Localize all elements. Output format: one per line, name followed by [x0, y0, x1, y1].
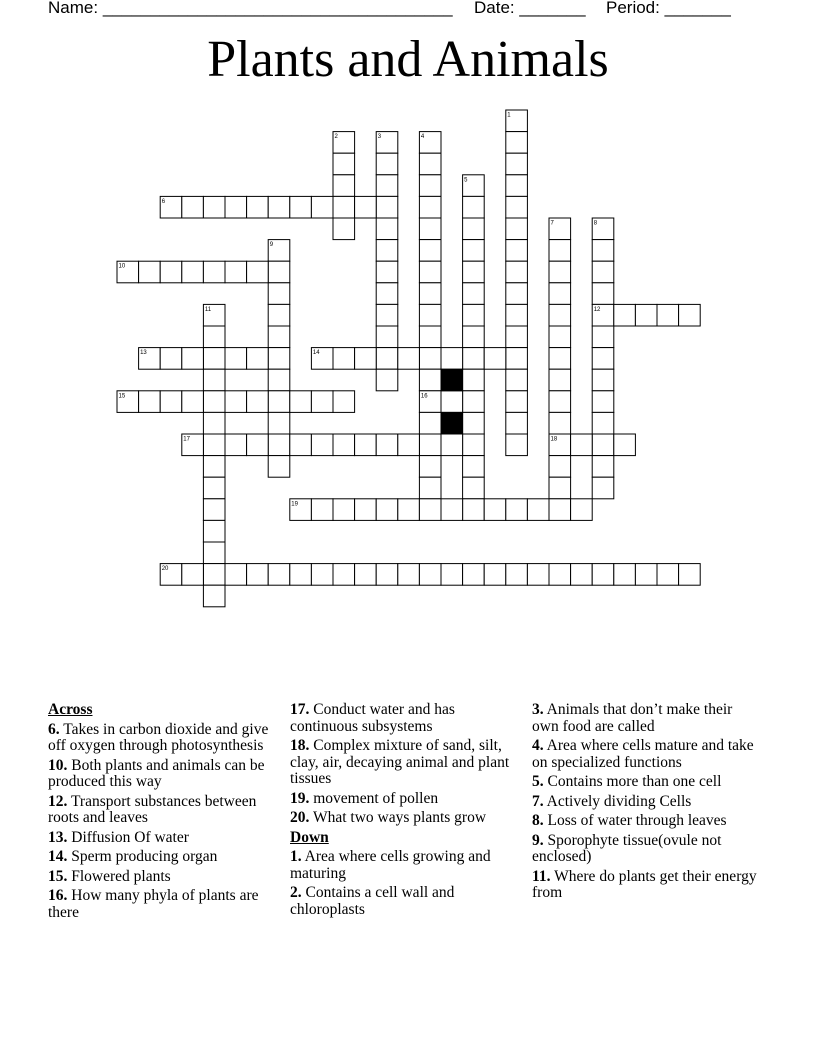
grid-cell[interactable] [419, 477, 441, 499]
grid-cell[interactable] [268, 304, 290, 326]
grid-cell[interactable] [333, 499, 355, 521]
clue-number: 20 [161, 566, 169, 573]
grid-cell[interactable] [463, 391, 485, 413]
grid-cell[interactable] [139, 391, 161, 413]
grid-cell[interactable] [290, 564, 312, 586]
clues-column-1 [48, 702, 274, 924]
grid-cell[interactable] [592, 326, 614, 348]
grid-cell[interactable] [463, 348, 485, 370]
grid-cell[interactable] [506, 196, 528, 218]
clue-number: 17 [183, 436, 190, 443]
across-heading: Across [48, 701, 93, 718]
clue-across-20: 20. What two ways plants grow [290, 809, 487, 826]
grid-cell[interactable] [592, 391, 614, 413]
grid-cell[interactable] [398, 564, 420, 586]
grid-cell[interactable] [182, 391, 204, 413]
grid-cell[interactable] [419, 369, 441, 391]
grid-cell[interactable] [506, 283, 528, 305]
grid-cell[interactable] [592, 564, 614, 586]
grid-cell[interactable] [571, 564, 593, 586]
grid-cell[interactable] [441, 348, 463, 370]
grid-cell[interactable] [484, 564, 506, 586]
grid-cell[interactable] [614, 304, 636, 326]
grid-cell[interactable] [268, 348, 290, 370]
grid-cell[interactable] [506, 434, 528, 456]
grid-cell[interactable] [506, 153, 528, 175]
grid-cell[interactable] [247, 434, 269, 456]
grid-cell[interactable] [549, 391, 571, 413]
grid-cell[interactable] [463, 499, 485, 521]
grid-cell[interactable] [398, 499, 420, 521]
grid-cell[interactable] [376, 304, 398, 326]
clue-down-5: 5. Contains more than one cell [532, 773, 722, 790]
grid-cell[interactable] [333, 564, 355, 586]
grid-cell[interactable] [311, 434, 333, 456]
grid-cell[interactable] [311, 196, 333, 218]
grid-cell[interactable] [376, 326, 398, 348]
grid-cell[interactable] [571, 499, 593, 521]
page-title: Plants and Animals [207, 31, 609, 88]
grid-cell[interactable] [592, 477, 614, 499]
grid-cell[interactable] [679, 304, 701, 326]
grid-cell[interactable] [355, 499, 377, 521]
clue-number: 8 [593, 220, 598, 227]
clue-down-8: 8. Loss of water through leaves [532, 812, 727, 829]
grid-cell[interactable] [506, 412, 528, 434]
grid-cell[interactable] [160, 261, 182, 283]
grid-cell[interactable] [419, 456, 441, 478]
grid-cell[interactable] [592, 348, 614, 370]
grid-cell[interactable] [355, 564, 377, 586]
grid-cell[interactable] [333, 196, 355, 218]
grid-cell[interactable] [549, 304, 571, 326]
grid-cell[interactable] [355, 348, 377, 370]
grid-cell[interactable] [549, 369, 571, 391]
grid-cell[interactable] [506, 499, 528, 521]
grid-cell[interactable] [484, 499, 506, 521]
clue-down-11: 11. Where do plants get their energy from [532, 867, 757, 901]
grid-cell[interactable] [592, 240, 614, 262]
clue-number: 5 [464, 177, 468, 184]
grid-cell[interactable] [398, 348, 420, 370]
grid-cell[interactable] [247, 391, 269, 413]
grid-cell[interactable] [463, 434, 485, 456]
name-blank[interactable]: _____________________________________ [102, 0, 453, 17]
grid-cell[interactable] [592, 412, 614, 434]
grid-cell[interactable] [311, 499, 333, 521]
grid-cell[interactable] [225, 564, 247, 586]
date-label: Date: [474, 0, 515, 17]
grid-cell[interactable] [333, 434, 355, 456]
clue-number: 3 [377, 134, 382, 141]
grid-cell[interactable] [203, 434, 225, 456]
clue-down-9: 9. Sporophyte tissue(ovule not enclosed) [532, 831, 722, 865]
period-blank[interactable]: _______ [664, 0, 731, 17]
clue-down-2: 2. Contains a cell wall and chloroplasts [290, 884, 455, 918]
grid-cell[interactable] [419, 564, 441, 586]
grid-cell[interactable] [376, 240, 398, 262]
grid-cell[interactable] [419, 304, 441, 326]
grid-cell[interactable] [225, 348, 247, 370]
clue-number: 16 [420, 393, 428, 400]
grid-cell[interactable] [203, 477, 225, 499]
grid-cell[interactable] [182, 348, 204, 370]
grid-cell[interactable] [268, 564, 290, 586]
clue-number: 2 [334, 134, 338, 141]
grid-cell[interactable] [333, 175, 355, 197]
clue-number: 14 [312, 350, 320, 357]
grid-cell[interactable] [549, 240, 571, 262]
grid-cell[interactable] [463, 456, 485, 478]
grid-cell[interactable] [463, 412, 485, 434]
grid-cell[interactable] [635, 304, 657, 326]
name-label: Name: [48, 0, 99, 17]
grid-cell[interactable] [290, 196, 312, 218]
grid-cell[interactable] [160, 348, 182, 370]
clue-down-1: 1. Area where cells growing and maturing [290, 848, 491, 882]
clue-across-17: 17. Conduct water and has continuous subsystems [290, 701, 455, 735]
grid-cell[interactable] [355, 434, 377, 456]
grid-cell[interactable] [376, 434, 398, 456]
grid-cell[interactable] [203, 412, 225, 434]
clue-number: 15 [118, 393, 126, 400]
clues-column-3 [532, 702, 758, 905]
down-heading: Down [290, 828, 329, 846]
grid-cell[interactable] [463, 564, 485, 586]
grid-cell[interactable] [333, 153, 355, 175]
grid-cell[interactable] [419, 434, 441, 456]
grid-cell[interactable] [376, 283, 398, 305]
grid-cell[interactable] [441, 564, 463, 586]
grid-cell[interactable] [419, 218, 441, 240]
grid-cell[interactable] [506, 304, 528, 326]
clue-across-10: 10. Both plants and animals can be produced this way [48, 756, 265, 790]
clue-number: 13 [140, 350, 147, 357]
grid-cell[interactable] [419, 499, 441, 521]
grid-cell[interactable] [268, 412, 290, 434]
grid-cell[interactable] [463, 477, 485, 499]
grid-cell[interactable] [376, 261, 398, 283]
clue-number: 7 [550, 220, 554, 227]
grid-cell[interactable] [635, 564, 657, 586]
clue-across-13: 13. Diffusion Of water [48, 828, 189, 846]
grid-cell[interactable] [592, 261, 614, 283]
grid-cell[interactable] [247, 196, 269, 218]
grid-cell[interactable] [506, 240, 528, 262]
grid-cell[interactable] [463, 326, 485, 348]
grid-cell[interactable] [571, 434, 593, 456]
grid-cell[interactable] [203, 369, 225, 391]
grid-cell[interactable] [463, 283, 485, 305]
grid-cell[interactable] [506, 369, 528, 391]
grid-cell[interactable] [484, 348, 506, 370]
grid-cell[interactable] [463, 261, 485, 283]
grid-cell[interactable] [376, 175, 398, 197]
grid-cell[interactable] [463, 196, 485, 218]
grid-cell[interactable] [527, 564, 549, 586]
grid-cell[interactable] [419, 283, 441, 305]
grid-cell[interactable] [549, 412, 571, 434]
grid-cell[interactable] [139, 261, 161, 283]
grid-cell[interactable] [203, 585, 225, 607]
grid-cell[interactable] [268, 261, 290, 283]
clue-number: 6 [161, 198, 166, 205]
grid-cell[interactable] [376, 499, 398, 521]
grid-cell[interactable] [614, 564, 636, 586]
grid-cell[interactable] [549, 477, 571, 499]
clue-across-19: 19. movement of pollen [290, 789, 439, 807]
grid-cell[interactable] [376, 348, 398, 370]
grid-cell[interactable] [614, 434, 636, 456]
grid-cell[interactable] [203, 520, 225, 542]
grid-cell[interactable] [441, 434, 463, 456]
clue-across-18: 18. Complex mixture of sand, silt, clay, air, decaying animal and plant tissues [290, 737, 510, 787]
clue-number: 4 [420, 134, 425, 141]
grid-cell[interactable] [225, 261, 247, 283]
clue-down-4: 4. Area where cells mature and take on specialized functions [532, 737, 754, 771]
grid-cell[interactable] [549, 456, 571, 478]
grid-cell[interactable] [549, 261, 571, 283]
grid-cell[interactable] [203, 456, 225, 478]
grid-cell[interactable] [355, 196, 377, 218]
grid-cell[interactable] [268, 391, 290, 413]
grid-cell[interactable] [182, 564, 204, 586]
grid-cell[interactable] [592, 283, 614, 305]
period-label: Period: [606, 0, 660, 17]
grid-cell[interactable] [506, 326, 528, 348]
grid-cell[interactable] [419, 153, 441, 175]
grid-cell[interactable] [268, 196, 290, 218]
grid-cell[interactable] [247, 348, 269, 370]
clue-across-12: 12. Transport substances between roots and leaves [48, 792, 257, 826]
grid-cell[interactable] [182, 261, 204, 283]
grid-cell[interactable] [376, 564, 398, 586]
clue-number: 18 [550, 436, 558, 443]
grid-cell[interactable] [268, 434, 290, 456]
grid-cell[interactable] [657, 304, 679, 326]
grid-cell[interactable] [419, 240, 441, 262]
grid-cell[interactable] [419, 412, 441, 434]
grid-cell[interactable] [203, 196, 225, 218]
grid-cell[interactable] [419, 175, 441, 197]
grid-cell[interactable] [247, 564, 269, 586]
grid-cell[interactable] [247, 261, 269, 283]
grid-cell[interactable] [506, 261, 528, 283]
grid-cell[interactable] [419, 196, 441, 218]
grid-cell[interactable] [527, 499, 549, 521]
grid-cell[interactable] [679, 564, 701, 586]
grid-cell[interactable] [333, 348, 355, 370]
grid-cell[interactable] [549, 326, 571, 348]
grid-cell[interactable] [592, 434, 614, 456]
grid-cell[interactable] [203, 542, 225, 564]
grid-cell[interactable] [203, 348, 225, 370]
black-square [441, 412, 463, 434]
grid-cell[interactable] [398, 434, 420, 456]
grid-cell[interactable] [506, 564, 528, 586]
grid-cell[interactable] [203, 261, 225, 283]
clue-number: 9 [269, 242, 274, 249]
grid-cell[interactable] [463, 218, 485, 240]
grid-cell[interactable] [268, 326, 290, 348]
grid-cell[interactable] [657, 564, 679, 586]
grid-cell[interactable] [376, 218, 398, 240]
grid-cell[interactable] [225, 196, 247, 218]
clue-across-16: 16. How many phyla of plants are there [48, 887, 259, 921]
grid-cell[interactable] [549, 499, 571, 521]
grid-cell[interactable] [376, 153, 398, 175]
grid-cell[interactable] [203, 326, 225, 348]
clue-number: 10 [118, 263, 126, 270]
grid-cell[interactable] [441, 499, 463, 521]
grid-cell[interactable] [506, 391, 528, 413]
grid-cell[interactable] [463, 369, 485, 391]
clue-number: 1 [507, 112, 511, 119]
grid-cell[interactable] [419, 348, 441, 370]
grid-cell[interactable] [333, 391, 355, 413]
grid-cell[interactable] [203, 564, 225, 586]
clue-down-3: 3. Animals that don’t make their own food are called [532, 701, 733, 735]
clue-number: 19 [291, 501, 298, 508]
clues-column-2 [290, 702, 516, 921]
grid-cell[interactable] [311, 391, 333, 413]
grid-cell[interactable] [268, 369, 290, 391]
grid-cell[interactable] [376, 196, 398, 218]
grid-cell[interactable] [463, 304, 485, 326]
grid-cell[interactable] [268, 283, 290, 305]
clue-across-15: 15. Flowered plants [48, 867, 171, 885]
grid-cell[interactable] [268, 456, 290, 478]
grid-cell[interactable] [506, 132, 528, 154]
grid-cell[interactable] [441, 391, 463, 413]
clue-across-6: 6. Takes in carbon dioxide and give off oxygen through photosynthesis [48, 720, 269, 754]
grid-cell[interactable] [549, 283, 571, 305]
grid-cell[interactable] [160, 391, 182, 413]
grid-cell[interactable] [182, 196, 204, 218]
grid-cell[interactable] [592, 369, 614, 391]
grid-cell[interactable] [333, 218, 355, 240]
grid-cell[interactable] [549, 348, 571, 370]
grid-cell[interactable] [225, 391, 247, 413]
grid-cell[interactable] [463, 240, 485, 262]
grid-cell[interactable] [419, 326, 441, 348]
clue-down-7: 7. Actively dividing Cells [532, 792, 692, 810]
grid-cell[interactable] [419, 261, 441, 283]
date-blank[interactable]: _______ [519, 0, 586, 17]
clue-number: 11 [204, 306, 212, 313]
grid-cell[interactable] [311, 564, 333, 586]
grid-cell[interactable] [506, 348, 528, 370]
grid-cell[interactable] [506, 218, 528, 240]
grid-cell[interactable] [376, 369, 398, 391]
grid-cell[interactable] [290, 391, 312, 413]
grid-cell[interactable] [592, 456, 614, 478]
clue-number: 12 [593, 306, 601, 313]
grid-cell[interactable] [549, 564, 571, 586]
black-square [441, 369, 463, 391]
grid-cell[interactable] [203, 391, 225, 413]
grid-cell[interactable] [506, 175, 528, 197]
grid-cell[interactable] [203, 499, 225, 521]
clue-across-14: 14. Sperm producing organ [48, 848, 218, 865]
grid-cell[interactable] [290, 434, 312, 456]
grid-cell[interactable] [225, 434, 247, 456]
